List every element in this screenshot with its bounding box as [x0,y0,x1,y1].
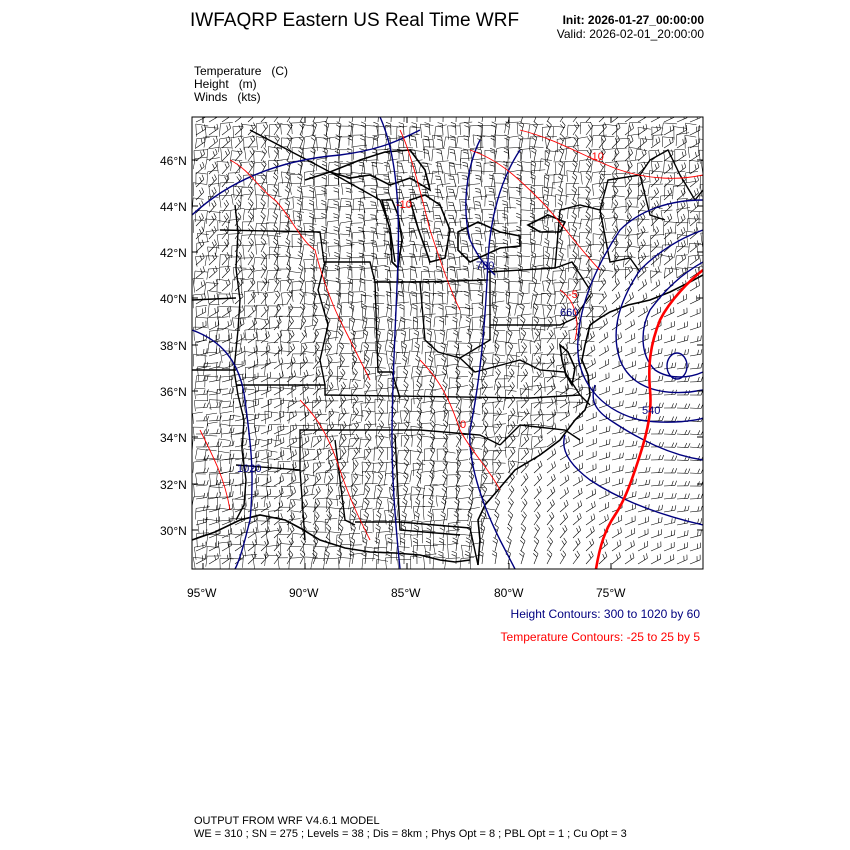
lat-label: 30°N [160,524,187,538]
lon-label: 85°W [391,586,421,600]
lon-label: 90°W [289,586,319,600]
lat-label: 32°N [160,478,187,492]
map-title: IWFAQRP Eastern US Real Time WRF [190,10,520,31]
temperature-label: -10 [396,199,412,211]
lon-label: 75°W [596,586,626,600]
legend-winds: Winds (kts) [194,90,261,104]
temperature-label: 0 [460,419,467,431]
lon-label: 95°W [187,586,217,600]
temperature-label: -5 [568,289,578,301]
height-contours-legend: Height Contours: 300 to 1020 by 60 [510,607,700,621]
lon-label: 80°W [494,586,524,600]
lat-label: 44°N [160,200,187,214]
height-label: 540 [642,405,661,417]
valid-time: Valid: 2026-02-01_20:00:00 [556,27,704,41]
height-label: 660 [560,307,579,319]
lat-label: 42°N [160,246,187,260]
temperature-label: -10 [588,151,604,163]
init-time: Init: 2026-01-27_00:00:00 [562,13,704,27]
model-footer: OUTPUT FROM WRF V4.6.1 MODEL [194,815,380,827]
lat-label: 38°N [160,339,187,353]
legend-height: Height (m) [194,77,257,91]
model-config: WE = 310 ; SN = 275 ; Levels = 38 ; Dis = 8km ; Phys Opt = 8 ; PBL Opt = 1 ; Cu Opt = 3 [194,828,627,840]
legend-temperature: Temperature (C) [194,64,289,78]
height-label: 1020 [237,463,262,475]
lat-label: 34°N [160,431,187,445]
lat-label: 46°N [160,154,187,168]
lat-label: 40°N [160,292,187,306]
temperature-contours-legend: Temperature Contours: -25 to 25 by 5 [500,630,700,644]
height-label: 780 [476,260,495,272]
lat-label: 36°N [160,385,187,399]
